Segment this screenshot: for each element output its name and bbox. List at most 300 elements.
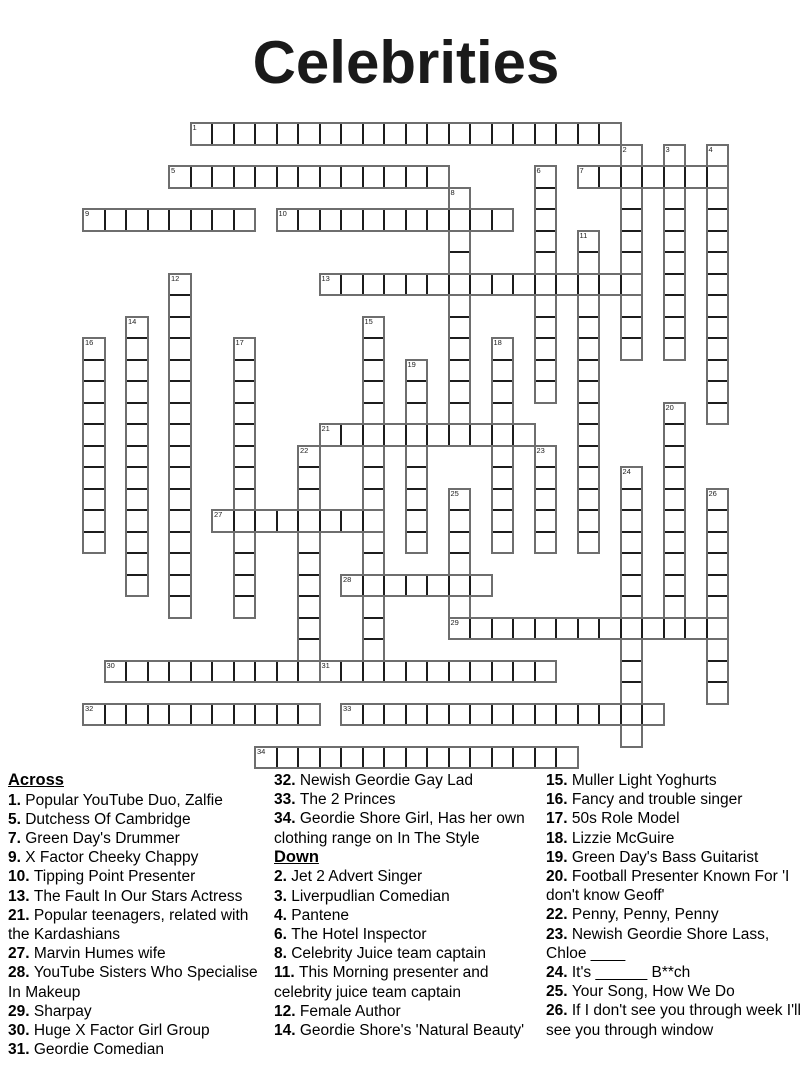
grid-cell[interactable] <box>364 638 384 660</box>
grid-cell[interactable] <box>405 275 427 295</box>
grid-cell[interactable] <box>364 318 384 338</box>
grid-cell[interactable] <box>708 208 728 230</box>
grid-cell[interactable] <box>362 748 384 768</box>
grid-cell[interactable] <box>469 275 491 295</box>
grid-cell[interactable] <box>383 576 405 596</box>
grid-cell[interactable] <box>407 531 427 553</box>
grid-cell[interactable] <box>170 337 190 359</box>
grid-cell[interactable] <box>127 318 147 338</box>
grid-cell[interactable] <box>84 705 104 725</box>
grid-cell[interactable] <box>493 339 513 359</box>
grid-cell[interactable] <box>127 445 147 467</box>
grid-cell[interactable] <box>665 404 685 424</box>
grid-cell[interactable] <box>450 380 470 402</box>
grid-cell[interactable] <box>469 662 491 682</box>
grid-cell[interactable] <box>622 251 642 273</box>
grid-cell[interactable] <box>665 423 685 445</box>
grid-cell[interactable] <box>536 359 556 381</box>
grid-cell[interactable] <box>641 705 663 725</box>
grid-cell[interactable] <box>555 705 577 725</box>
grid-cell[interactable] <box>190 662 212 682</box>
grid-cell[interactable] <box>665 337 685 359</box>
grid-cell[interactable] <box>577 275 599 295</box>
grid-cell[interactable] <box>534 662 556 682</box>
grid-cell[interactable] <box>235 552 255 574</box>
grid-cell[interactable] <box>405 167 427 187</box>
grid-cell[interactable] <box>254 511 276 531</box>
grid-cell[interactable] <box>299 595 319 617</box>
grid-cell[interactable] <box>299 488 319 510</box>
grid-cell[interactable] <box>579 380 599 402</box>
grid-cell[interactable] <box>450 294 470 316</box>
grid-cell[interactable] <box>168 662 190 682</box>
grid-cell[interactable] <box>450 509 470 531</box>
grid-cell[interactable] <box>536 337 556 359</box>
grid-cell[interactable] <box>491 275 513 295</box>
grid-cell[interactable] <box>299 447 319 467</box>
grid-cell[interactable] <box>708 316 728 338</box>
grid-cell[interactable] <box>254 167 276 187</box>
grid-cell[interactable] <box>297 662 319 682</box>
grid-cell[interactable] <box>170 595 190 617</box>
grid-cell[interactable] <box>708 273 728 295</box>
grid-cell[interactable] <box>579 316 599 338</box>
grid-cell[interactable] <box>168 210 190 230</box>
grid-cell[interactable] <box>555 619 577 639</box>
grid-cell[interactable] <box>170 509 190 531</box>
grid-cell[interactable] <box>622 509 642 531</box>
grid-cell[interactable] <box>84 531 104 553</box>
grid-cell[interactable] <box>534 705 556 725</box>
grid-cell[interactable] <box>579 251 599 273</box>
grid-cell[interactable] <box>84 509 104 531</box>
grid-cell[interactable] <box>278 210 298 230</box>
grid-cell[interactable] <box>299 617 319 639</box>
grid-cell[interactable] <box>170 402 190 424</box>
grid-cell[interactable] <box>536 466 556 488</box>
grid-cell[interactable] <box>383 748 405 768</box>
grid-cell[interactable] <box>233 167 255 187</box>
grid-cell[interactable] <box>622 146 642 166</box>
grid-cell[interactable] <box>407 361 427 381</box>
grid-cell[interactable] <box>319 511 341 531</box>
grid-cell[interactable] <box>469 576 491 596</box>
grid-cell[interactable] <box>622 488 642 510</box>
grid-cell[interactable] <box>362 576 384 596</box>
grid-cell[interactable] <box>235 423 255 445</box>
grid-cell[interactable] <box>708 552 728 574</box>
grid-cell[interactable] <box>84 210 104 230</box>
grid-cell[interactable] <box>364 402 384 424</box>
grid-cell[interactable] <box>127 509 147 531</box>
grid-cell[interactable] <box>622 230 642 252</box>
grid-cell[interactable] <box>491 124 513 144</box>
grid-cell[interactable] <box>469 124 491 144</box>
grid-cell[interactable] <box>170 316 190 338</box>
grid-cell[interactable] <box>708 146 728 166</box>
grid-cell[interactable] <box>708 490 728 510</box>
grid-cell[interactable] <box>342 576 362 596</box>
grid-cell[interactable] <box>383 167 405 187</box>
grid-cell[interactable] <box>106 662 126 682</box>
grid-cell[interactable] <box>127 488 147 510</box>
grid-cell[interactable] <box>127 337 147 359</box>
grid-cell[interactable] <box>170 423 190 445</box>
grid-cell[interactable] <box>299 531 319 553</box>
grid-cell[interactable] <box>491 748 513 768</box>
grid-cell[interactable] <box>708 595 728 617</box>
grid-cell[interactable] <box>577 619 599 639</box>
grid-cell[interactable] <box>170 275 190 295</box>
grid-cell[interactable] <box>579 294 599 316</box>
grid-cell[interactable] <box>706 167 728 187</box>
grid-cell[interactable] <box>170 574 190 596</box>
grid-cell[interactable] <box>190 210 212 230</box>
grid-cell[interactable] <box>104 210 126 230</box>
grid-cell[interactable] <box>534 748 556 768</box>
grid-cell[interactable] <box>297 210 319 230</box>
grid-cell[interactable] <box>426 662 448 682</box>
grid-cell[interactable] <box>235 531 255 553</box>
grid-cell[interactable] <box>84 402 104 424</box>
grid-cell[interactable] <box>426 576 448 596</box>
grid-cell[interactable] <box>620 705 642 725</box>
grid-cell[interactable] <box>665 251 685 273</box>
grid-cell[interactable] <box>684 167 706 187</box>
grid-cell[interactable] <box>299 552 319 574</box>
grid-cell[interactable] <box>276 167 298 187</box>
grid-cell[interactable] <box>233 511 255 531</box>
grid-cell[interactable] <box>362 425 384 445</box>
grid-cell[interactable] <box>299 466 319 488</box>
grid-cell[interactable] <box>127 552 147 574</box>
grid-cell[interactable] <box>84 359 104 381</box>
grid-cell[interactable] <box>233 705 255 725</box>
grid-cell[interactable] <box>493 445 513 467</box>
grid-cell[interactable] <box>620 619 642 639</box>
grid-cell[interactable] <box>407 402 427 424</box>
grid-cell[interactable] <box>319 748 341 768</box>
grid-cell[interactable] <box>235 445 255 467</box>
grid-cell[interactable] <box>383 662 405 682</box>
grid-cell[interactable] <box>405 662 427 682</box>
grid-cell[interactable] <box>233 662 255 682</box>
grid-cell[interactable] <box>622 552 642 574</box>
grid-cell[interactable] <box>598 705 620 725</box>
grid-cell[interactable] <box>536 316 556 338</box>
grid-cell[interactable] <box>536 251 556 273</box>
grid-cell[interactable] <box>170 294 190 316</box>
grid-cell[interactable] <box>448 576 470 596</box>
grid-cell[interactable] <box>407 466 427 488</box>
grid-cell[interactable] <box>469 210 491 230</box>
grid-cell[interactable] <box>321 275 341 295</box>
grid-cell[interactable] <box>276 705 298 725</box>
grid-cell[interactable] <box>665 509 685 531</box>
grid-cell[interactable] <box>407 445 427 467</box>
grid-cell[interactable] <box>450 552 470 574</box>
grid-cell[interactable] <box>299 574 319 596</box>
grid-cell[interactable] <box>450 619 470 639</box>
grid-cell[interactable] <box>125 705 147 725</box>
grid-cell[interactable] <box>450 402 470 424</box>
grid-cell[interactable] <box>362 705 384 725</box>
grid-cell[interactable] <box>512 748 534 768</box>
grid-cell[interactable] <box>340 275 362 295</box>
grid-cell[interactable] <box>340 511 362 531</box>
grid-cell[interactable] <box>211 705 233 725</box>
grid-cell[interactable] <box>708 230 728 252</box>
grid-cell[interactable] <box>622 187 642 209</box>
grid-cell[interactable] <box>84 488 104 510</box>
grid-cell[interactable] <box>493 380 513 402</box>
grid-cell[interactable] <box>426 210 448 230</box>
grid-cell[interactable] <box>450 490 470 510</box>
grid-cell[interactable] <box>170 167 190 187</box>
grid-cell[interactable] <box>364 531 384 553</box>
grid-cell[interactable] <box>235 380 255 402</box>
grid-cell[interactable] <box>170 531 190 553</box>
grid-cell[interactable] <box>665 531 685 553</box>
grid-cell[interactable] <box>450 337 470 359</box>
grid-cell[interactable] <box>407 380 427 402</box>
grid-cell[interactable] <box>665 230 685 252</box>
grid-cell[interactable] <box>125 662 147 682</box>
grid-cell[interactable] <box>297 748 319 768</box>
grid-cell[interactable] <box>364 359 384 381</box>
grid-cell[interactable] <box>383 275 405 295</box>
grid-cell[interactable] <box>297 705 319 725</box>
grid-cell[interactable] <box>340 425 362 445</box>
grid-cell[interactable] <box>469 425 491 445</box>
grid-cell[interactable] <box>127 574 147 596</box>
grid-cell[interactable] <box>192 124 212 144</box>
grid-cell[interactable] <box>127 423 147 445</box>
grid-cell[interactable] <box>534 124 556 144</box>
grid-cell[interactable] <box>622 595 642 617</box>
grid-cell[interactable] <box>426 124 448 144</box>
grid-cell[interactable] <box>235 595 255 617</box>
grid-cell[interactable] <box>127 380 147 402</box>
grid-cell[interactable] <box>319 167 341 187</box>
grid-cell[interactable] <box>663 619 685 639</box>
grid-cell[interactable] <box>469 619 491 639</box>
grid-cell[interactable] <box>579 359 599 381</box>
grid-cell[interactable] <box>340 210 362 230</box>
grid-cell[interactable] <box>555 275 577 295</box>
grid-cell[interactable] <box>622 574 642 596</box>
grid-cell[interactable] <box>448 210 470 230</box>
grid-cell[interactable] <box>405 705 427 725</box>
grid-cell[interactable] <box>579 466 599 488</box>
grid-cell[interactable] <box>276 748 298 768</box>
grid-cell[interactable] <box>362 124 384 144</box>
grid-cell[interactable] <box>620 167 642 187</box>
grid-cell[interactable] <box>299 638 319 660</box>
grid-cell[interactable] <box>579 232 599 252</box>
grid-cell[interactable] <box>405 124 427 144</box>
grid-cell[interactable] <box>364 466 384 488</box>
grid-cell[interactable] <box>665 187 685 209</box>
grid-cell[interactable] <box>147 705 169 725</box>
grid-cell[interactable] <box>319 210 341 230</box>
grid-cell[interactable] <box>235 402 255 424</box>
grid-cell[interactable] <box>493 466 513 488</box>
grid-cell[interactable] <box>84 339 104 359</box>
grid-cell[interactable] <box>493 509 513 531</box>
grid-cell[interactable] <box>579 402 599 424</box>
grid-cell[interactable] <box>665 208 685 230</box>
grid-cell[interactable] <box>555 748 577 768</box>
grid-cell[interactable] <box>321 662 341 682</box>
grid-cell[interactable] <box>620 275 642 295</box>
grid-cell[interactable] <box>622 337 642 359</box>
grid-cell[interactable] <box>665 316 685 338</box>
grid-cell[interactable] <box>579 531 599 553</box>
grid-cell[interactable] <box>383 705 405 725</box>
grid-cell[interactable] <box>254 662 276 682</box>
grid-cell[interactable] <box>641 167 663 187</box>
grid-cell[interactable] <box>491 662 513 682</box>
grid-cell[interactable] <box>364 552 384 574</box>
grid-cell[interactable] <box>512 425 534 445</box>
grid-cell[interactable] <box>512 662 534 682</box>
grid-cell[interactable] <box>534 275 556 295</box>
grid-cell[interactable] <box>127 359 147 381</box>
grid-cell[interactable] <box>211 210 233 230</box>
grid-cell[interactable] <box>448 275 470 295</box>
grid-cell[interactable] <box>297 511 319 531</box>
grid-cell[interactable] <box>364 445 384 467</box>
grid-cell[interactable] <box>211 662 233 682</box>
grid-cell[interactable] <box>708 660 728 682</box>
grid-cell[interactable] <box>407 509 427 531</box>
grid-cell[interactable] <box>450 316 470 338</box>
grid-cell[interactable] <box>84 423 104 445</box>
grid-cell[interactable] <box>342 705 362 725</box>
grid-cell[interactable] <box>362 210 384 230</box>
grid-cell[interactable] <box>536 509 556 531</box>
grid-cell[interactable] <box>665 294 685 316</box>
grid-cell[interactable] <box>491 705 513 725</box>
grid-cell[interactable] <box>622 316 642 338</box>
grid-cell[interactable] <box>297 124 319 144</box>
grid-cell[interactable] <box>665 273 685 295</box>
grid-cell[interactable] <box>170 380 190 402</box>
grid-cell[interactable] <box>364 617 384 639</box>
grid-cell[interactable] <box>491 425 513 445</box>
grid-cell[interactable] <box>708 359 728 381</box>
grid-cell[interactable] <box>362 167 384 187</box>
grid-cell[interactable] <box>383 210 405 230</box>
grid-cell[interactable] <box>665 574 685 596</box>
grid-cell[interactable] <box>211 167 233 187</box>
grid-cell[interactable] <box>235 488 255 510</box>
grid-cell[interactable] <box>708 402 728 424</box>
grid-cell[interactable] <box>512 619 534 639</box>
grid-cell[interactable] <box>536 208 556 230</box>
grid-cell[interactable] <box>211 124 233 144</box>
grid-cell[interactable] <box>276 124 298 144</box>
grid-cell[interactable] <box>84 445 104 467</box>
grid-cell[interactable] <box>665 466 685 488</box>
grid-cell[interactable] <box>450 230 470 252</box>
grid-cell[interactable] <box>469 748 491 768</box>
grid-cell[interactable] <box>405 210 427 230</box>
grid-cell[interactable] <box>641 619 663 639</box>
grid-cell[interactable] <box>536 380 556 402</box>
grid-cell[interactable] <box>170 359 190 381</box>
grid-cell[interactable] <box>405 425 427 445</box>
grid-cell[interactable] <box>426 748 448 768</box>
grid-cell[interactable] <box>598 619 620 639</box>
grid-cell[interactable] <box>256 748 276 768</box>
grid-cell[interactable] <box>450 531 470 553</box>
grid-cell[interactable] <box>383 124 405 144</box>
grid-cell[interactable] <box>321 425 341 445</box>
grid-cell[interactable] <box>450 189 470 209</box>
grid-cell[interactable] <box>622 660 642 682</box>
grid-cell[interactable] <box>622 468 642 488</box>
grid-cell[interactable] <box>665 595 685 617</box>
grid-cell[interactable] <box>469 705 491 725</box>
grid-cell[interactable] <box>364 337 384 359</box>
grid-cell[interactable] <box>493 402 513 424</box>
grid-cell[interactable] <box>622 638 642 660</box>
grid-cell[interactable] <box>125 210 147 230</box>
grid-cell[interactable] <box>405 748 427 768</box>
grid-cell[interactable] <box>235 339 255 359</box>
grid-cell[interactable] <box>665 552 685 574</box>
grid-cell[interactable] <box>190 705 212 725</box>
grid-cell[interactable] <box>450 595 470 617</box>
grid-cell[interactable] <box>579 423 599 445</box>
grid-cell[interactable] <box>168 705 190 725</box>
grid-cell[interactable] <box>665 146 685 166</box>
grid-cell[interactable] <box>276 511 298 531</box>
grid-cell[interactable] <box>536 294 556 316</box>
grid-cell[interactable] <box>340 748 362 768</box>
grid-cell[interactable] <box>364 488 384 510</box>
grid-cell[interactable] <box>512 124 534 144</box>
grid-cell[interactable] <box>147 210 169 230</box>
grid-cell[interactable] <box>340 124 362 144</box>
grid-cell[interactable] <box>708 294 728 316</box>
grid-cell[interactable] <box>170 488 190 510</box>
grid-cell[interactable] <box>448 124 470 144</box>
grid-cell[interactable] <box>426 275 448 295</box>
grid-cell[interactable] <box>235 574 255 596</box>
grid-cell[interactable] <box>536 230 556 252</box>
grid-cell[interactable] <box>448 748 470 768</box>
grid-cell[interactable] <box>579 488 599 510</box>
grid-cell[interactable] <box>84 380 104 402</box>
grid-cell[interactable] <box>127 466 147 488</box>
grid-cell[interactable] <box>276 662 298 682</box>
grid-cell[interactable] <box>512 705 534 725</box>
grid-cell[interactable] <box>450 251 470 273</box>
grid-cell[interactable] <box>383 425 405 445</box>
grid-cell[interactable] <box>577 705 599 725</box>
grid-cell[interactable] <box>448 662 470 682</box>
grid-cell[interactable] <box>319 124 341 144</box>
grid-cell[interactable] <box>493 359 513 381</box>
grid-cell[interactable] <box>426 425 448 445</box>
grid-cell[interactable] <box>622 531 642 553</box>
grid-cell[interactable] <box>708 531 728 553</box>
grid-cell[interactable] <box>235 466 255 488</box>
grid-cell[interactable] <box>708 509 728 531</box>
